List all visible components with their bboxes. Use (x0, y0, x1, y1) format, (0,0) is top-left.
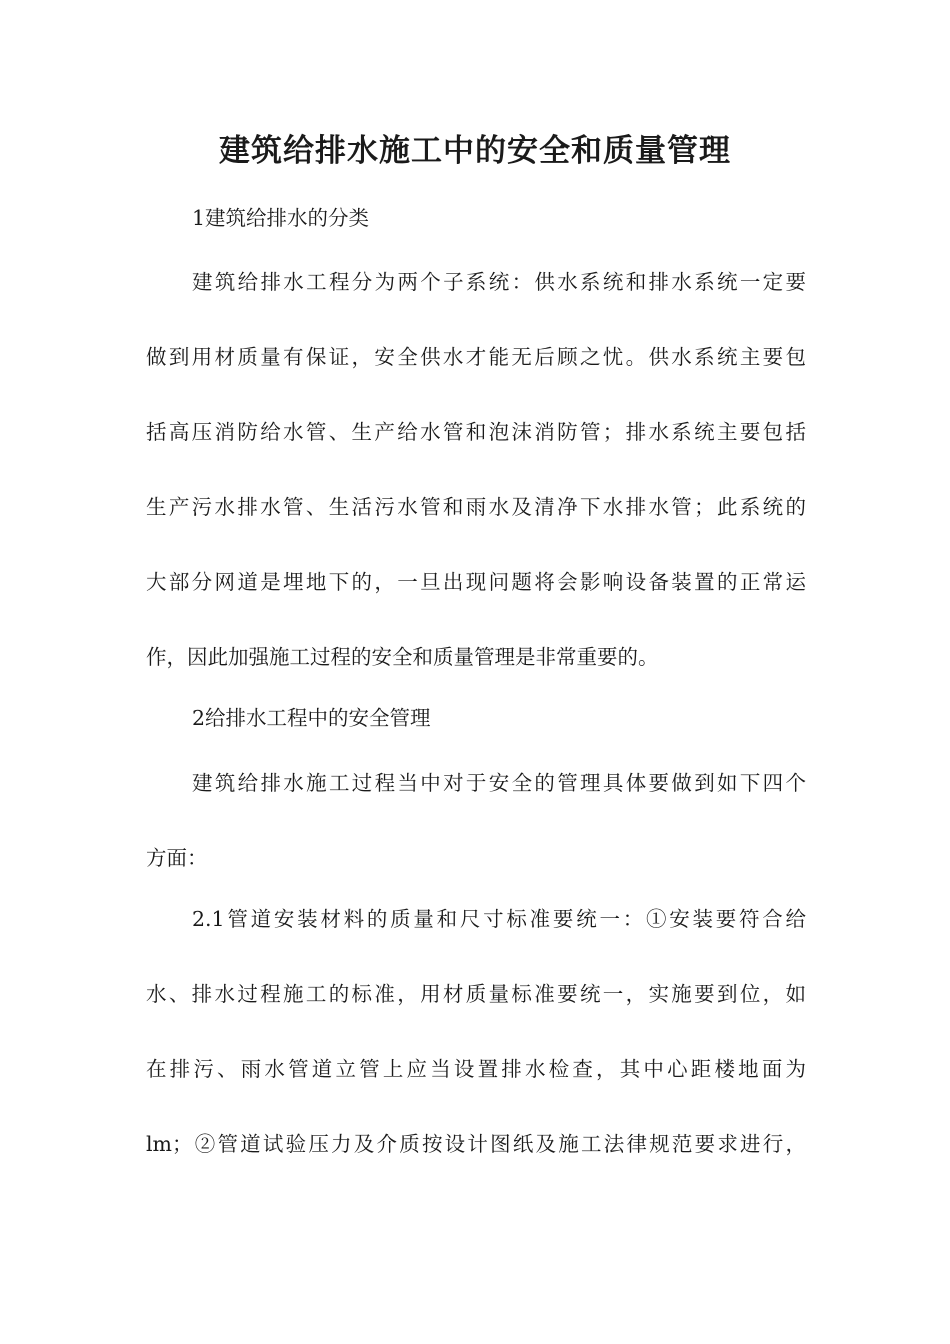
paragraph-line: 水、排水过程施工的标准，用材质量标准要统一，实施要到位，如 (146, 982, 806, 1006)
paragraph-line: lm；②管道试验压力及介质按设计图纸及施工法律规范要求进行， (146, 1132, 806, 1156)
paragraph-line: 方面： (146, 846, 208, 870)
paragraph-line: 建筑给排水施工过程当中对于安全的管理具体要做到如下四个 (192, 771, 806, 795)
document-title: 建筑给排水施工中的安全和质量管理 (219, 133, 731, 169)
paragraph-line: 括高压消防给水管、生产给水管和泡沫消防管；排水系统主要包括 (146, 420, 806, 444)
section-heading-1: 1建筑给排水的分类 (192, 206, 370, 230)
paragraph-line: 做到用材质量有保证，安全供水才能无后顾之忧。供水系统主要包 (146, 345, 806, 369)
paragraph-line: 在排污、雨水管道立管上应当设置排水检查，其中心距楼地面为 (146, 1057, 806, 1081)
paragraph-line: 建筑给排水工程分为两个子系统：供水系统和排水系统一定要 (192, 270, 806, 294)
subsection-line: 2.1管道安装材料的质量和尺寸标准要统一：①安装要符合给 (192, 907, 806, 931)
paragraph-line: 大部分网道是埋地下的，一旦出现问题将会影响设备装置的正常运 (146, 570, 806, 594)
paragraph-line: 生产污水排水管、生活污水管和雨水及清净下水排水管；此系统的 (146, 495, 806, 519)
section-heading-2: 2给排水工程中的安全管理 (192, 706, 431, 730)
paragraph-line: 作，因此加强施工过程的安全和质量管理是非常重要的。 (146, 645, 659, 669)
